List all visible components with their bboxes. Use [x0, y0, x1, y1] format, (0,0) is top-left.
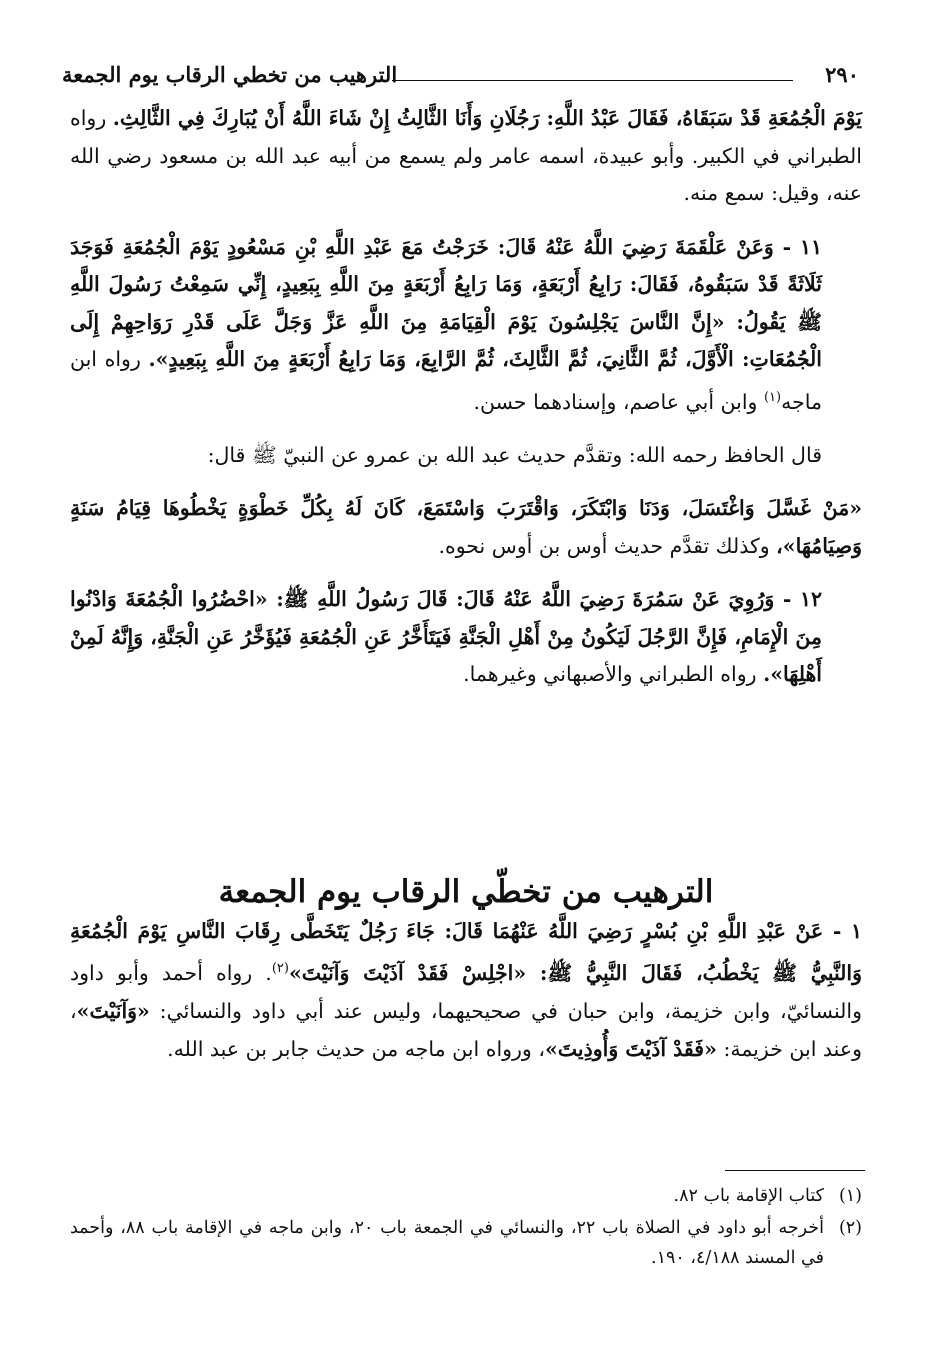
paragraph-hadith-12 [70, 581, 862, 694]
hadith-text: ١٢ - وَرُوِيَ عَنْ سَمُرَةَ رَضِيَ اللَّهُ عَنْهُ قَالَ: قَالَ رَسُولُ اللَّهِ ﷺ: «احْضُرُوا الْجُمُعَةَ وَادْنُوا مِنَ الْإِمَامِ، فَإِنَّ الرَّجُلَ لَيَكُونُ مِنْ أَهْلِ الْجَنَّةِ فَيَتَأَخَّرُ عَنِ الْجُمُعَةِ فَيُؤَخَّرُ عَنِ الْجَنَّةِ، وَإِنَّهُ لَمِنْ أَهْلِهَا». [70, 587, 822, 687]
footnote-item [70, 1181, 862, 1211]
quoted-text: «فَقَدْ آذَيْتَ وَأُوذِيتَ» [544, 1036, 717, 1061]
commentary-text: وكذلك تقدَّم حديث أوس بن أوس نحوه. [438, 533, 777, 558]
hadith-text: «مَنْ غَسَّلَ وَاغْتَسَلَ، وَدَنَا وَابْتَكَرَ، وَاقْتَرَبَ وَاسْتَمَعَ، كَانَ لَهُ بِكُلِّ خَطْوَةٍ يَخْطُوهَا قِيَامُ سَنَةٍ وَصِيَامُهَا»، [70, 496, 862, 558]
section-body [70, 912, 902, 1068]
footnote-number: (٢) [838, 1218, 862, 1238]
page-header [62, 60, 859, 94]
commentary-text: قال الحافظ رحمه الله: وتقدَّم حديث عبد الله بن عمرو عن النبيّ ﷺ قال: [207, 442, 822, 467]
footnote-number: (١) [838, 1186, 862, 1206]
paragraph-1 [70, 100, 862, 213]
commentary-text: رواه ابن ماجه [70, 347, 822, 414]
section-title: الترهيب من تخطّي الرقاب يوم الجمعة [218, 873, 714, 910]
commentary-text: ، وعند ابن خزيمة: [70, 998, 862, 1061]
quoted-text: «وَآنَيْتَ» [76, 998, 150, 1023]
footnote-ref-1[interactable]: (١) [763, 389, 782, 405]
header-rule [392, 80, 793, 81]
paragraph-hafiz-note [70, 437, 862, 475]
commentary-text: رواه الطبراني والأصبهاني وغيرهما. [463, 662, 764, 687]
paragraph-quoted-hadith [70, 490, 862, 565]
footnotes [70, 1181, 862, 1275]
page-number: ٢٩٠ [825, 62, 859, 87]
commentary-text: رواه الطبراني في الكبير. وأبو عبيدة، اسمه عامر ولم يسمع من أبيه عبد الله بن مسعود رضي الله عنه، وقيل: سمع منه. [70, 106, 862, 205]
commentary-text: . رواه أحمد وأبو داود والنسائيّ، وابن خزيمة، وابن حبان في صحيحيهما، وليس عند أبي داود والنسائي: [70, 960, 862, 1023]
footnote-text: أخرجه أبو داود في الصلاة باب ٢٢، والنسائي في الجمعة باب ٢٠، وابن ماجه في الإقامة باب ٨٨، وأحمد في المسند ٤/١٨٨، ١٩٠. [70, 1218, 824, 1268]
footnote-item [70, 1213, 862, 1273]
running-title: الترهيب من تخطي الرقاب يوم الجمعة [62, 62, 398, 87]
hadith-text: ١ - عَنْ عَبْدِ اللَّهِ بْنِ بُسْرٍ رَضِيَ اللَّهُ عَنْهُمَا قَالَ: جَاءَ رَجُلٌ يَتَخَطَّى رِقَابَ النَّاسِ يَوْمَ الْجُمُعَةِ وَالنَّبِيُّ ﷺ يَخْطُبُ، فَقَالَ النَّبِيُّ ﷺ: «اجْلِسْ فَقَدْ آذَيْتَ وَآنَيْتَ» [70, 919, 862, 985]
hadith-text: يَوْمَ الْجُمُعَةِ قَدْ سَبَقَاهُ، فَقَالَ عَبْدُ اللَّهِ: رَجُلَانِ وَأَنَا الثَّالِثُ إِنْ شَاءَ اللَّهُ أَنْ يُبَارِكَ فِي الثَّالِثِ. [112, 106, 862, 130]
commentary-text: ، ورواه ابن ماجه من حديث جابر بن عبد الله. [167, 1036, 545, 1061]
footnote-separator [725, 1170, 865, 1171]
footnote-ref-2[interactable]: (٢) [271, 961, 289, 976]
paragraph-hadith-11 [70, 229, 862, 421]
hadith-text: ١١ - وَعَنْ عَلْقَمَةَ رَضِيَ اللَّهُ عَنْهُ قَالَ: خَرَجْتُ مَعَ عَبْدِ اللَّهِ بْنِ مَسْعُودٍ يَوْمَ الْجُمُعَةِ فَوَجَدَ ثَلَاثَةً قَدْ سَبَقُوهُ، فَقَالَ: رَابِعُ أَرْبَعَةٍ، وَمَا رَابِعُ أَرْبَعَةٍ مِنَ اللَّهِ بِبَعِيدٍ، إِنِّي سَمِعْتُ رَسُولَ اللَّهِ ﷺ يَقُولُ: «إِنَّ النَّاسَ يَجْلِسُونَ يَوْمَ الْقِيَامَةِ مِنَ اللَّهِ عَزَّ وَجَلَّ عَلَى قَدْرِ رَوَاحِهِمْ إِلَى الْجُمُعَاتِ: الْأَوَّلَ، ثُمَّ الثَّانِيَ، ثُمَّ الثَّالِثَ، ثُمَّ الرَّابِعَ، وَمَا رَابِعُ أَرْبَعَةٍ مِنَ اللَّهِ بِبَعِيدٍ». [70, 234, 822, 371]
footnote-text: كتاب الإقامة باب ٨٢. [673, 1186, 824, 1206]
main-text [70, 100, 862, 710]
commentary-text: وابن أبي عاصم، وإسنادهما حسن. [473, 389, 764, 414]
